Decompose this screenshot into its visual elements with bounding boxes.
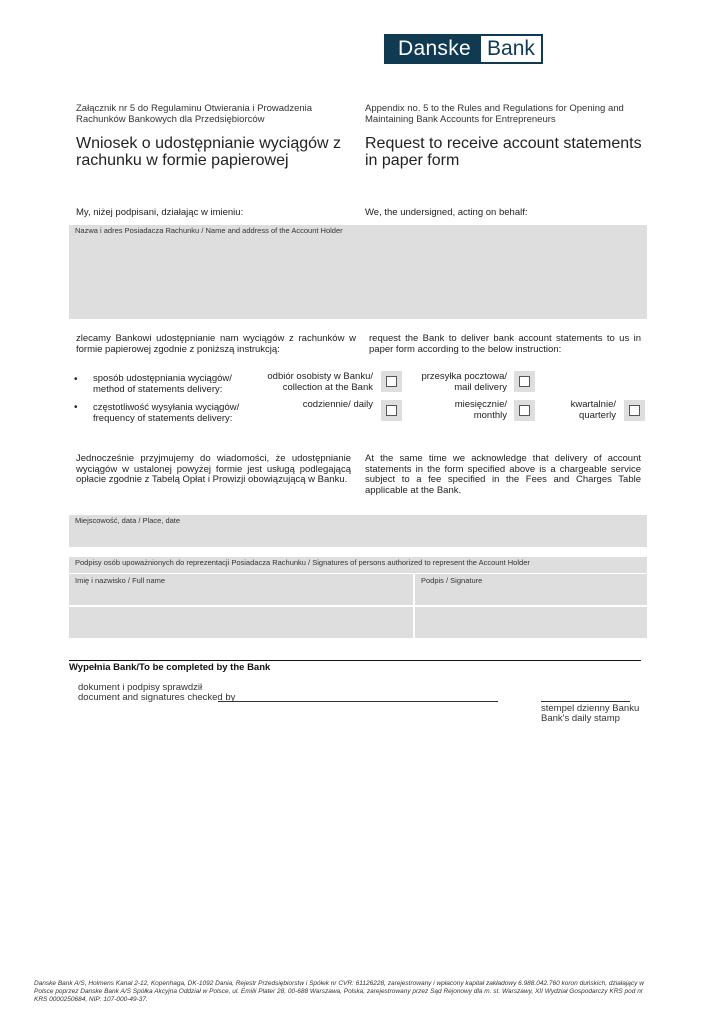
checkbox-square-icon: [519, 405, 530, 416]
frequency-label: częstotliwość wysyłania wyciągów/ frequency of statements delivery:: [93, 402, 240, 424]
danske-bank-logo: [384, 34, 543, 64]
signatures-header: [69, 557, 647, 573]
checkbox-square-icon: [386, 405, 397, 416]
bank-section-title: Wypełnia Bank/To be completed by the Bank: [69, 662, 271, 673]
bank-section-divider: [69, 660, 641, 661]
signatures-header-label: Podpisy osób upoważnionych do reprezentacji Posiadacza Rachunku / Signatures of persons authorized to represent the Account Holder: [75, 558, 530, 567]
en-instruction-text: request the Bank to deliver bank account statements to us in paper form according to the below instruction:: [369, 333, 641, 355]
stamp-pl-label: stempel dzienny Banku: [541, 703, 640, 714]
checkbox-square-icon: [386, 376, 397, 387]
method-option-mail-label: przesyłka pocztowa/ mail delivery: [421, 371, 507, 393]
en-intro-text: We, the undersigned, acting on behalf:: [365, 207, 528, 218]
pl-intro-text: My, niżej podpisani, działając w imieniu:: [76, 207, 244, 218]
checked-by-en-label: document and signatures checked by: [78, 692, 236, 703]
checkbox-square-icon: [629, 405, 640, 416]
logo-bank-text: Bank: [479, 34, 543, 64]
stamp-en-label: Bank's daily stamp: [541, 713, 620, 724]
method-collection-checkbox[interactable]: [381, 371, 402, 392]
account-holder-label: Nazwa i adres Posiadacza Rachunku / Name and address of the Account Holder: [75, 226, 343, 235]
en-appendix-reference: Appendix no. 5 to the Rules and Regulations for Opening and Maintaining Bank Accounts for Entrepreneurs: [365, 103, 624, 125]
frequency-quarterly-checkbox[interactable]: [624, 400, 645, 421]
bullet-icon: •: [74, 402, 78, 413]
full-name-field-1[interactable]: [69, 574, 413, 605]
en-form-title: Request to receive account statements in paper form: [365, 135, 642, 169]
logo-danske-text: Danske: [384, 34, 479, 64]
full-name-label: Imię i nazwisko / Full name: [75, 576, 166, 585]
stamp-line: [541, 701, 630, 702]
method-mail-checkbox[interactable]: [514, 371, 535, 392]
place-date-field[interactable]: [69, 515, 647, 547]
account-holder-field[interactable]: [69, 225, 647, 319]
pl-form-title: Wniosek o udostępnianie wyciągów z rachunku w formie papierowej: [76, 135, 342, 169]
pl-fee-text: Jednocześnie przyjmujemy do wiadomości, że udostępnianie wyciągów w ustalonej powyżej formie jest usługą podlegającą opłacie zgodnie z Tabelą Opłat i Prowizji obowiązującą w Banku.: [76, 453, 351, 485]
checked-by-signature-line[interactable]: [218, 701, 498, 702]
signature-field-1[interactable]: [415, 574, 647, 605]
method-label: sposób udostępniania wyciągów/ method of statements delivery:: [93, 373, 232, 395]
frequency-monthly-checkbox[interactable]: [514, 400, 535, 421]
method-option-collection-label: odbiór osobisty w Banku/ collection at the Bank: [267, 371, 373, 393]
signature-field-2[interactable]: [415, 607, 647, 638]
place-date-label: Miejscowość, data / Place, date: [75, 516, 181, 525]
frequency-daily-checkbox[interactable]: [381, 400, 402, 421]
frequency-daily-label: codziennie/ daily: [302, 399, 373, 410]
en-fee-text: At the same time we acknowledge that delivery of account statements in the form specified above is a chargeable service subject to a fee specified in the Fees and Charges Table applicable at the Bank.: [365, 453, 641, 496]
frequency-monthly-label: miesięcznie/ monthly: [454, 399, 507, 421]
frequency-quarterly-label: kwartalnie/ quarterly: [570, 399, 616, 421]
legal-footer: Danske Bank A/S, Holmens Kanal 2-12, Kopenhaga, DK-1092 Dania, Rejestr Przedsiębiorstw i Spółek nr CVR: 61126228, zarejestrowany i wpłacony kapitał zakładowy 6.988.042.760 koron duńskich, działający w Polsce poprzez Danske Bank A/S Spółka Akcyjna Oddział w Polsce, ul. Emilii Plater 28, 00-688 Warszawa, Polska, zarejestrowany przez Sąd Rejonowy dla m. st. Warszawy, XII Wydział Gospodarczy KRS pod nr KRS 0000250684, NIP: 107-000-49-37.: [34, 980, 644, 1003]
bullet-icon: •: [74, 374, 78, 385]
pl-appendix-reference: Załącznik nr 5 do Regulaminu Otwierania i Prowadzenia Rachunków Bankowych dla Przedsiębiorców: [76, 103, 313, 125]
checked-by-pl-label: dokument i podpisy sprawdził: [78, 682, 203, 693]
signature-label: Podpis / Signature: [421, 576, 483, 585]
full-name-field-2[interactable]: [69, 607, 413, 638]
checkbox-square-icon: [519, 376, 530, 387]
pl-instruction-text: zlecamy Bankowi udostępnianie nam wyciągów z rachunków w formie papierowej zgodnie z poniższą instrukcją:: [76, 333, 356, 355]
